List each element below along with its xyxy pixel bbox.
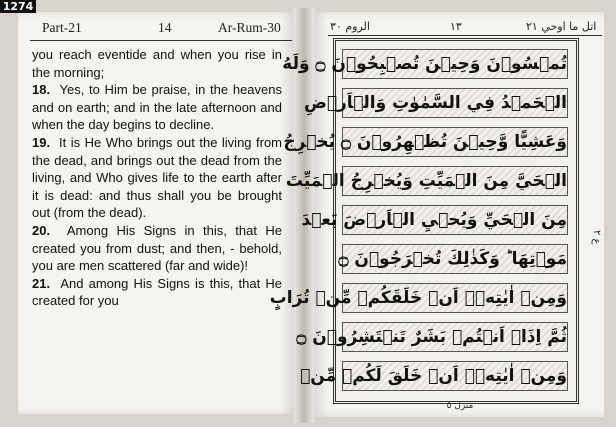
translation-text (32, 46, 282, 310)
right-page-header (330, 20, 600, 40)
ruku-margin-mark: ع ٢ (591, 229, 602, 245)
header-divider (30, 40, 292, 41)
arabic-line: تُمۡسُوۡنَ وَحِيۡنَ تُصۡبِحُوۡنَ ۝ وَلَهُ (342, 49, 568, 79)
arabic-line: الۡحَمۡدُ فِي السَّمٰوٰتِ وَالۡاَرۡضِ (342, 88, 568, 118)
verse-number: 21. (32, 275, 51, 291)
arabic-line: وَمِنۡ اٰيٰتِهٖۤ اَنۡ خَلَقَ لَكُمۡ مِّنۡ (342, 361, 568, 391)
paragraph: you reach eventide and when you rise in the morning; (32, 47, 282, 80)
manzil-footer: منزل ٥ (446, 401, 474, 411)
surah-label: Ar-Rum-30 (218, 20, 281, 35)
paragraph: 18. Yes, to Him be praise, in the heavens and on earth; and in the late afternoon and when the day begins to decline. (32, 82, 282, 133)
page-number-arabic: ١٣ (450, 20, 462, 33)
arabic-line: مِنَ الۡحَيِّ وَيُحۡيِ الۡاَرۡضَ بَعۡدَ (342, 205, 568, 235)
left-page-header (42, 20, 288, 40)
part-label: Part-21 (42, 20, 82, 35)
surah-label-arabic: الروم ٣٠ (330, 20, 370, 33)
arabic-line: وَعَشِيًّا وَّحِيۡنَ تُظۡهِرُوۡنَ ۝ يُخۡرِجُ (342, 127, 568, 157)
arabic-line: وَمِنۡ اٰيٰتِهٖۤ اَنۡ خَلَقَكُمۡ مِّنۡ تُرَابٍ (342, 283, 568, 313)
arabic-line: الۡحَيَّ مِنَ الۡمَيِّتِ وَيُخۡرِجُ الۡمَيِّتَ (342, 166, 568, 196)
paragraph: 21. And among His Signs is this, that He created for you (32, 275, 282, 309)
header-divider (328, 35, 602, 36)
arabic-line: مَوۡتِهَا ؕ وَكَذٰلِكَ تُخۡرَجُوۡنَ ۝ (342, 244, 568, 274)
scan-number-label: 1274 (0, 0, 36, 13)
page-number: 14 (158, 20, 172, 35)
arabic-line: ثُمَّ اِذَاۤ اَنۡتُمۡ بَشَرٌ تَنۡتَشِرُوۡنَ ۝ (342, 322, 568, 352)
part-label-arabic: اتل ما اوحي ٢١ (526, 20, 597, 33)
paragraph: 20. Among His Signs in this, that He created you from dust; and then, - behold, you are men scattered (far and wide)! (32, 222, 282, 274)
arabic-text-frame (269, 38, 579, 404)
verse-number: 18. (32, 82, 51, 98)
paragraph: 19. It is He Who brings out the living from the dead, and brings out the dead from the living, and Who gives life to the earth after it is dead: and thus shall you be brought out (from the dead). (32, 134, 283, 221)
verse-number: 20. (32, 222, 51, 238)
verse-number: 19. (32, 134, 51, 150)
